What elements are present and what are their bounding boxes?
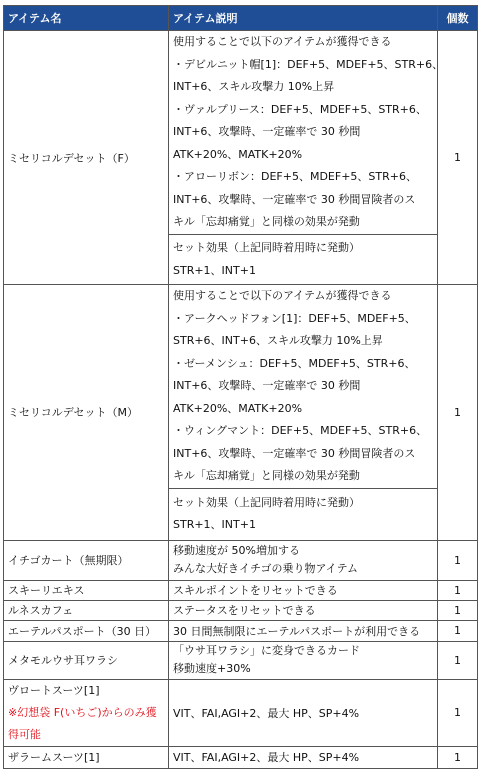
desc-line: INT+6、攻撃時、一定確率で 30 秒間 [173,379,361,392]
item-desc [169,540,438,580]
item-name: ザラームスーツ[1] [4,746,169,768]
item-name: ミセリコルデセット（M） [4,285,169,541]
desc-line: ATK+20%、MATK+20% [173,147,303,161]
item-desc: VIT、FAI,AGI+2、最大 HP、SP+4% [169,746,438,768]
table-row [4,540,478,580]
table-row [4,580,478,600]
item-desc [169,31,444,235]
set-effect [169,488,438,540]
item-qty: 1 [438,620,478,641]
item-desc: ステータスをリセットできる [169,600,438,620]
item-table [3,5,478,769]
desc-line: STR+6、INT+6、スキル攻撃力 10%上昇 [173,334,383,347]
item-qty: 1 [438,31,478,285]
item-qty: 1 [438,600,478,620]
item-name: メタモルウサ耳ワラシ [4,641,169,679]
set-line: STR+1、INT+1 [173,263,256,277]
table-row [4,600,478,620]
desc-line: ・アークヘッドフォン[1]：DEF+5、MDEF+5、 [173,311,416,325]
desc-line: INT+6、攻撃時、一定確率で 30 秒間冒険者のス [173,192,416,206]
item-qty: 1 [438,746,478,768]
desc-line: 使用することで以下のアイテムが獲得できる [173,35,392,49]
acquire-note: ※幻想袋 F(いちご)からのみ獲 [8,705,157,719]
desc-line: 移動速度が 50%増加する [173,544,300,557]
item-name: ミセリコルデセット（F） [4,31,169,285]
desc-line: ・ウィングマント：DEF+5、MDEF+5、STR+6、 [173,424,428,437]
desc-line: INT+6、攻撃時、一定確率で 30 秒間 [173,125,361,139]
item-desc [169,285,438,489]
item-name: ヴロートスーツ[1] [8,683,100,697]
table-row [4,285,478,489]
header-qty: 個数 [438,6,478,31]
desc-line: みんな大好きイチゴの乗り物アイテム [173,562,359,575]
table-row [4,620,478,641]
desc-line: INT+6、スキル攻撃力 10%上昇 [173,80,335,94]
table-row [4,746,478,768]
item-desc: VIT、FAI,AGI+2、最大 HP、SP+4% [169,679,438,746]
desc-line: ・アローリボン：DEF+5、MDEF+5、STR+6、 [173,170,417,184]
item-qty: 1 [438,285,478,541]
item-name: イチゴカート（無期限） [4,540,169,580]
desc-line: 使用することで以下のアイテムが獲得できる [173,289,392,302]
item-qty: 1 [438,540,478,580]
header-item-name: アイテム名 [4,6,169,31]
item-name: エーテルパスポート（30 日） [4,620,169,641]
acquire-note: 得可能 [8,727,41,741]
desc-line: ・ヴァルプリース：DEF+5、MDEF+5、STR+6、 [173,102,427,116]
desc-line: ・デビルニット帽[1]：DEF+5、MDEF+5、STR+6、 [173,57,444,71]
desc-line: INT+6、攻撃時、一定確率で 30 秒間冒険者のス [173,446,416,460]
desc-line: ・ゼーメンシュ：DEF+5、MDEF+5、STR+6、 [173,356,416,370]
desc-line: 「ウサ耳ワラシ」に変身できるカード [173,644,360,657]
item-qty: 1 [438,580,478,600]
item-desc [169,641,438,679]
set-line: セット効果（上記同時着用時に発動） [173,495,360,509]
set-line: STR+1、INT+1 [173,518,256,531]
desc-line: 移動速度+30% [173,662,251,675]
table-header-row [4,6,478,31]
item-desc: スキルポイントをリセットできる [169,580,438,600]
desc-line: キル「忘却痛覚」と同様の効果が発動 [173,469,360,482]
item-qty: 1 [438,679,478,746]
set-effect [169,235,438,285]
desc-line: キル「忘却痛覚」と同様の効果が発動 [173,215,360,229]
item-qty: 1 [438,641,478,679]
desc-line: ATK+20%、MATK+20% [173,401,303,415]
header-item-desc: アイテム説明 [169,6,438,31]
item-desc: 30 日間無制限にエーテルパスポートが利用できる [169,620,438,641]
item-name: スキーリエキス [4,580,169,600]
table-row [4,641,478,679]
table-row [4,31,478,235]
item-name-cell [4,679,169,746]
set-line: セット効果（上記同時着用時に発動） [173,241,360,254]
table-row [4,679,478,746]
item-name: ルネスカフェ [4,600,169,620]
